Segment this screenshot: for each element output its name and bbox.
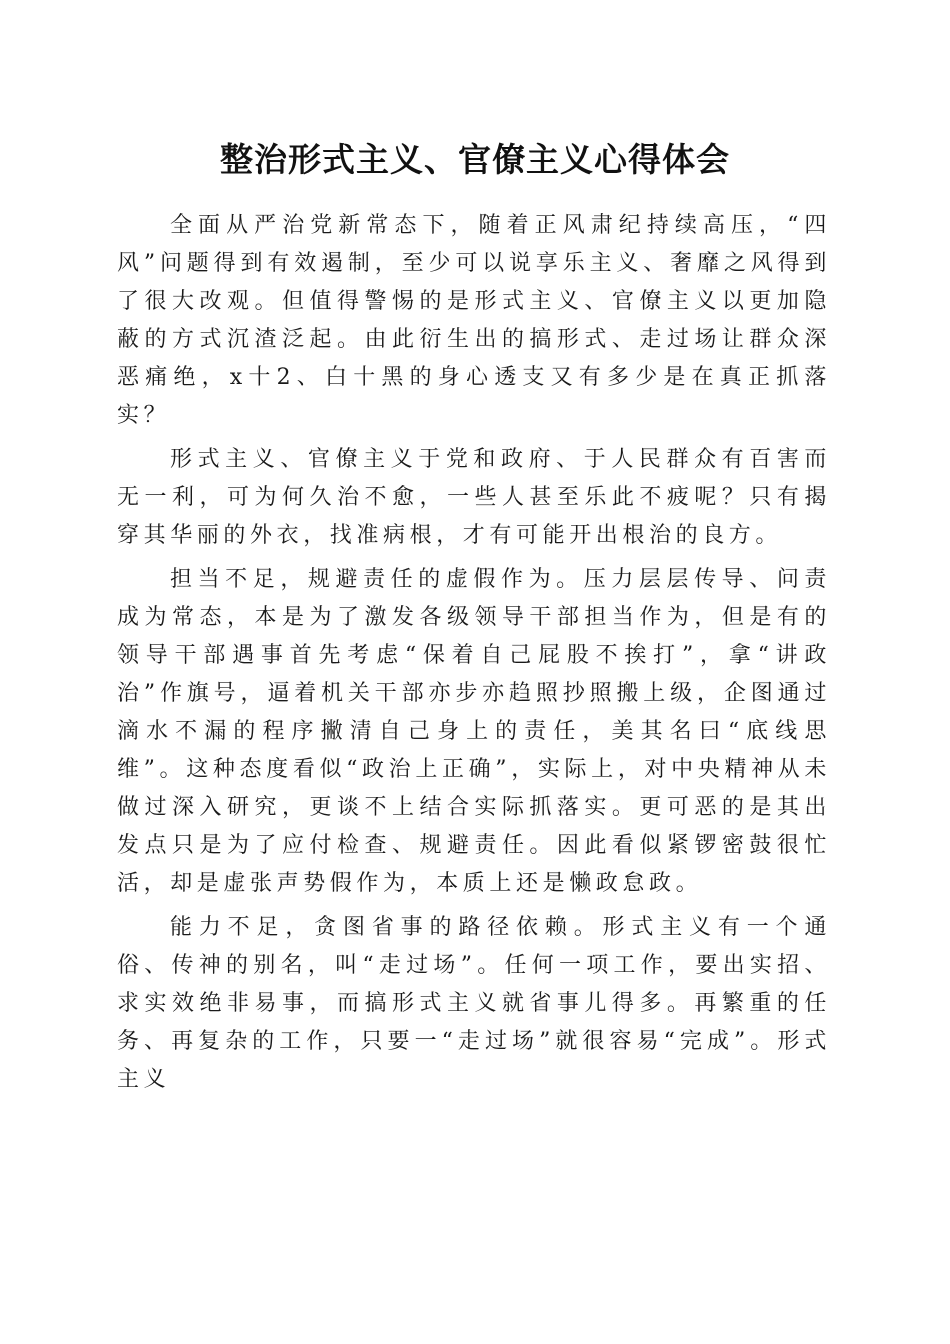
paragraph: 全面从严治党新常态下，随着正风肃纪持续高压，“四风”问题得到有效遏制，至少可以说享乐主义、奢靡之风得到了很大改观。但值得警惕的是形式主义、官僚主义以更加隐蔽的方式沉渣泛起。由此衍生出的搞形式、走过场让群众深恶痛绝，x十2、白十黑的身心透支又有多少是在真正抓落实？ [117, 213, 831, 428]
paragraph: 担当不足，规避责任的虚假作为。压力层层传导、问责成为常态，本是为了激发各级领导干部担当作为，但是有的领导干部遇事首先考虑“保着自己屁股不挨打”，拿“讲政治”作旗号，逼着机关干部亦步亦趋照抄照搬上级，企图通过滴水不漏的程序撇清自己身上的责任，美其名曰“底线思维”。这种态度看似“政治上正确”，实际上，对中央精神从未做过深入研究，更谈不上结合实际抓落实。更可恶的是其出发点只是为了应付检查、规避责任。因此看似紧锣密鼓很忙活，却是虚张声势假作为，本质上还是懒政怠政。 [117, 567, 831, 896]
paragraph: 能力不足，贪图省事的路径依赖。形式主义有一个通俗、传神的别名，叫“走过场”。任何一项工作，要出实招、求实效绝非易事，而搞形式主义就省事儿得多。再繁重的任务、再复杂的工作，只要一“走过场”就很容易“完成”。形式主义 [117, 915, 831, 1092]
paragraph: 形式主义、官僚主义于党和政府、于人民群众有百害而无一利，可为何久治不愈，一些人甚至乐此不疲呢？只有揭穿其华丽的外衣，找准病根，才有可能开出根治的良方。 [117, 447, 831, 548]
document-body [117, 207, 831, 1105]
document-title: 整治形式主义、官僚主义心得体会 [220, 140, 730, 179]
